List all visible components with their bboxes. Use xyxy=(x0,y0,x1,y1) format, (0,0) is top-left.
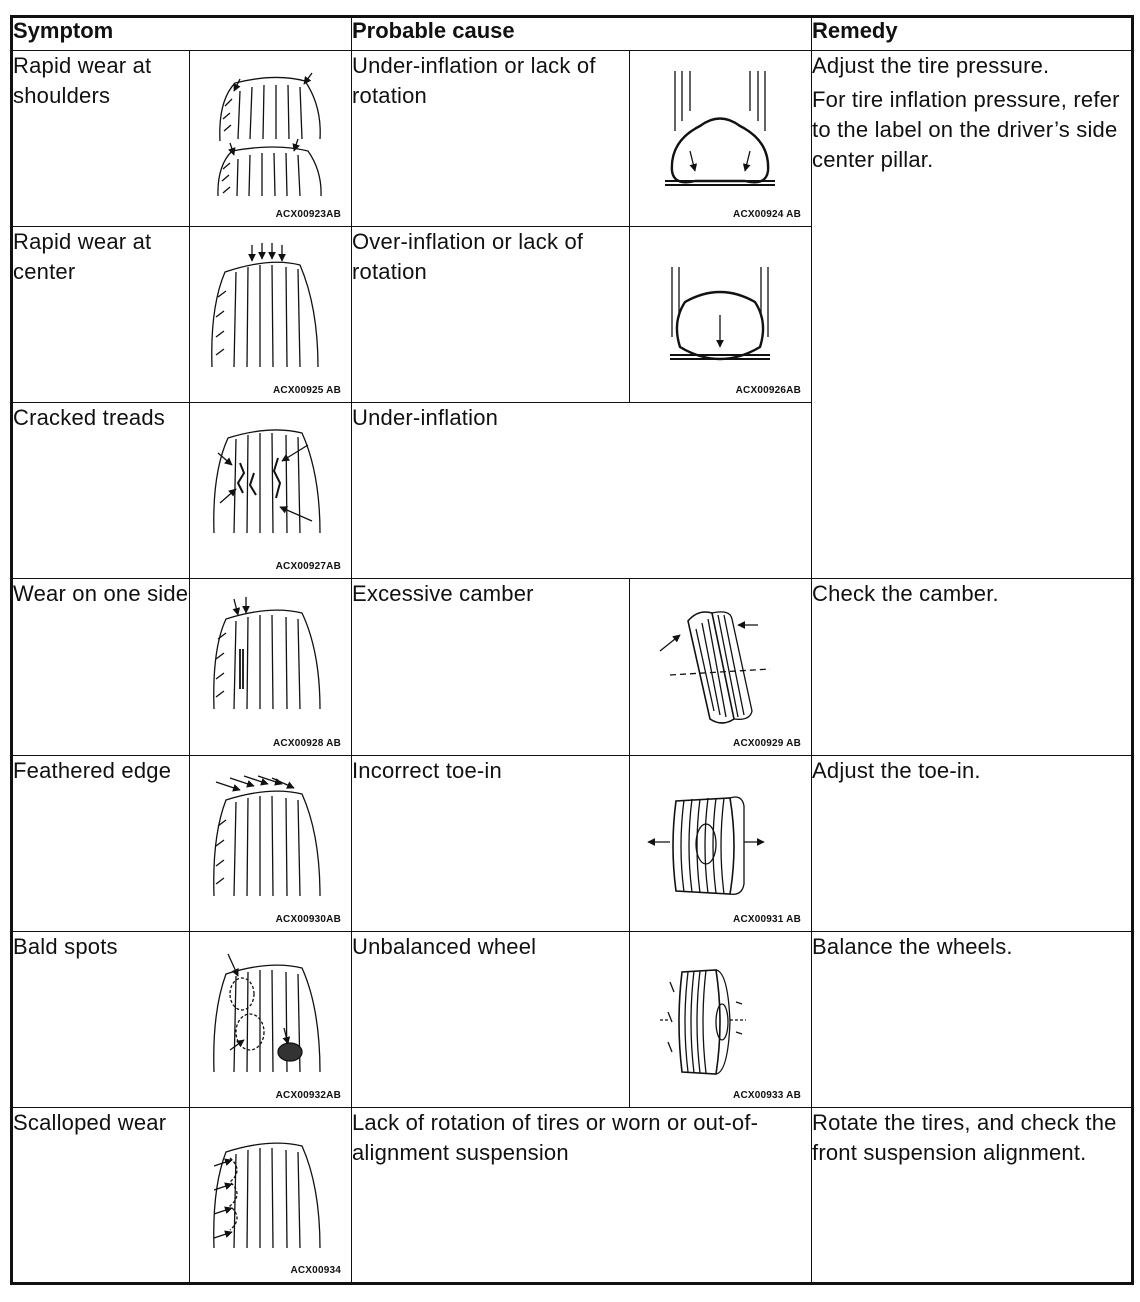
symptom-cell: Cracked treads xyxy=(12,403,190,579)
figure-code: ACX00926AB xyxy=(735,385,802,397)
symptom-figure xyxy=(190,403,352,579)
cause-cell: Lack of rotation of tires or worn or out-of-alignment suspension xyxy=(352,1107,812,1283)
figure-code: ACX00928 AB xyxy=(273,737,341,749)
unbalanced-wheel-icon xyxy=(630,932,810,1106)
cause-figure xyxy=(630,579,812,755)
figure-code: ACX00931 AB xyxy=(733,913,802,925)
tire-center-wear-icon xyxy=(190,227,350,401)
tire-cracked-tread-icon xyxy=(190,403,350,577)
tire-shoulder-wear-icon xyxy=(190,51,350,225)
figure-code: ACX00930AB xyxy=(275,913,341,925)
symptom-cell: Rapid wear at center xyxy=(12,227,190,403)
cause-cell: Under-inflation or lack of rotation xyxy=(352,51,630,227)
cause-figure xyxy=(630,755,812,931)
remedy-cell: Rotate the tires, and check the front suspension alignment. xyxy=(812,1107,1133,1283)
table-row xyxy=(12,931,1133,1107)
remedy-cell: Check the camber. xyxy=(812,579,1133,755)
symptom-figure xyxy=(190,51,352,227)
remedy-line: Adjust the tire pressure. xyxy=(812,53,1050,78)
cause-cell: Incorrect toe-in xyxy=(352,755,630,931)
figure-code: ACX00927AB xyxy=(275,561,341,573)
tire-scalloped-wear-icon xyxy=(190,1108,350,1282)
table-row xyxy=(12,755,1133,931)
symptom-figure xyxy=(190,227,352,403)
cause-cell: Under-inflation xyxy=(352,403,812,579)
table-row xyxy=(12,51,1133,227)
under-inflated-tire-section-icon xyxy=(630,51,810,225)
figure-code: ACX00923AB xyxy=(275,209,341,221)
figure-code: ACX00933 AB xyxy=(733,1089,802,1101)
over-inflated-tire-section-icon xyxy=(630,227,810,401)
symptom-cell: Scalloped wear xyxy=(12,1107,190,1283)
figure-code: ACX00924 AB xyxy=(733,209,802,221)
figure-code: ACX00932AB xyxy=(275,1089,341,1101)
symptom-header: Symptom xyxy=(12,17,352,51)
tire-bald-spots-icon xyxy=(190,932,350,1106)
symptom-figure xyxy=(190,579,352,755)
symptom-cell: Feathered edge xyxy=(12,755,190,931)
cause-cell: Unbalanced wheel xyxy=(352,931,630,1107)
cause-figure xyxy=(630,227,812,403)
remedy-cell: Balance the wheels. xyxy=(812,931,1133,1107)
figure-code: ACX00929 AB xyxy=(733,737,802,749)
cause-figure xyxy=(630,931,812,1107)
cause-cell: Over-inflation or lack of rotation xyxy=(352,227,630,403)
remedy-header: Remedy xyxy=(812,17,1133,51)
tire-feathered-edge-icon xyxy=(190,756,350,930)
symptom-cell: Bald spots xyxy=(12,931,190,1107)
figure-code: ACX00934 xyxy=(290,1265,341,1276)
table-row xyxy=(12,1107,1133,1283)
symptom-cell: Wear on one side xyxy=(12,579,190,755)
table-row xyxy=(12,579,1133,755)
tilted-wheel-camber-icon xyxy=(630,579,810,753)
symptom-cell: Rapid wear at shoulders xyxy=(12,51,190,227)
symptom-figure xyxy=(190,755,352,931)
probable-cause-header: Probable cause xyxy=(352,17,812,51)
cause-cell: Excessive camber xyxy=(352,579,630,755)
toe-in-wheel-icon xyxy=(630,756,810,930)
remedy-cell xyxy=(812,51,1133,579)
remedy-line: For tire inflation pressure, refer to the label on the driver’s side center pillar. xyxy=(812,87,1120,172)
cause-figure xyxy=(630,51,812,227)
symptom-figure xyxy=(190,1107,352,1283)
symptom-figure xyxy=(190,931,352,1107)
tire-diagnosis-table xyxy=(10,15,1134,1285)
figure-code: ACX00925 AB xyxy=(273,385,341,397)
remedy-cell: Adjust the toe-in. xyxy=(812,755,1133,931)
tire-one-side-wear-icon xyxy=(190,579,350,753)
